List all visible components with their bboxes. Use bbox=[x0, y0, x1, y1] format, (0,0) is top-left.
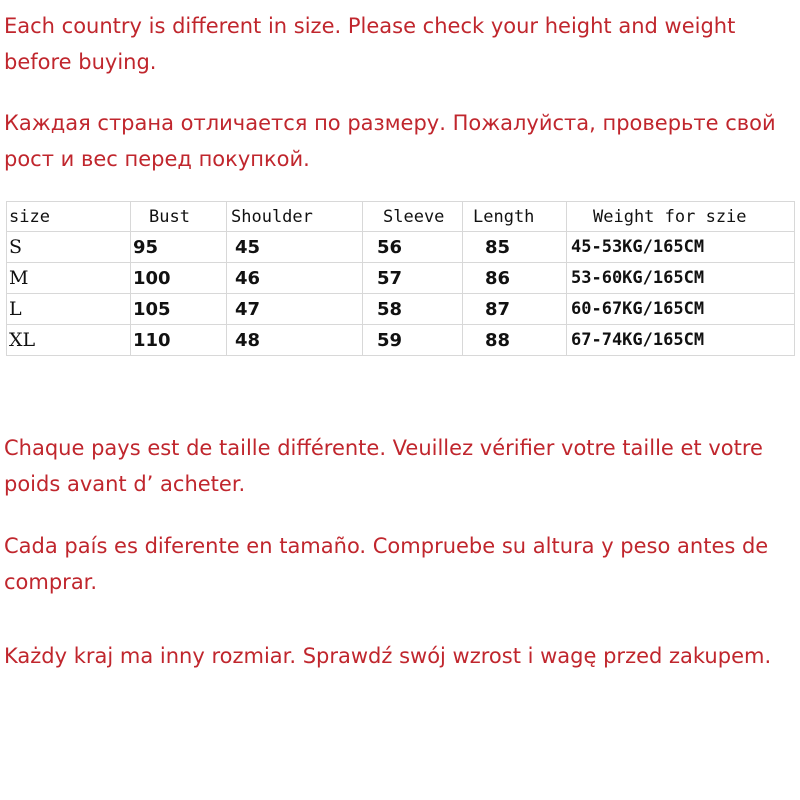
cell-sleeve: 57 bbox=[363, 263, 463, 294]
notice-russian: Каждая страна отличается по размеру. Пожалуйста, проверьте свой рост и вес перед покупкой. bbox=[4, 111, 776, 171]
row-size: XL bbox=[7, 325, 131, 356]
table-header-row bbox=[7, 202, 795, 232]
cell-length: 85 bbox=[463, 232, 567, 263]
row-size: L bbox=[7, 294, 131, 325]
header-length: Length bbox=[463, 202, 567, 232]
cell-weight: 60-67KG/165CM bbox=[567, 294, 795, 325]
cell-bust: 95 bbox=[131, 232, 227, 263]
cell-length: 87 bbox=[463, 294, 567, 325]
header-weight: Weight for szie bbox=[567, 202, 795, 232]
notice-spanish: Cada país es diferente en tamaño. Compruebe su altura y peso antes de comprar. bbox=[4, 534, 769, 594]
cell-sleeve: 59 bbox=[363, 325, 463, 356]
header-bust: Bust bbox=[131, 202, 227, 232]
cell-bust: 110 bbox=[131, 325, 227, 356]
table-row bbox=[7, 294, 795, 325]
cell-sleeve: 58 bbox=[363, 294, 463, 325]
cell-sleeve: 56 bbox=[363, 232, 463, 263]
table-row bbox=[7, 325, 795, 356]
cell-shoulder: 45 bbox=[227, 232, 363, 263]
cell-shoulder: 47 bbox=[227, 294, 363, 325]
cell-length: 88 bbox=[463, 325, 567, 356]
row-size: M bbox=[7, 263, 131, 294]
notice-english: Each country is different in size. Please check your height and weight before buying. bbox=[4, 14, 736, 74]
cell-bust: 100 bbox=[131, 263, 227, 294]
notice-polish: Każdy kraj ma inny rozmiar. Sprawdź swój wzrost i wagę przed zakupem. bbox=[4, 644, 772, 668]
header-size: size bbox=[7, 202, 131, 232]
table-row bbox=[7, 232, 795, 263]
size-table bbox=[6, 201, 795, 356]
table-row bbox=[7, 263, 795, 294]
cell-shoulder: 46 bbox=[227, 263, 363, 294]
cell-bust: 105 bbox=[131, 294, 227, 325]
row-size: S bbox=[7, 232, 131, 263]
size-chart bbox=[6, 201, 794, 363]
cell-length: 86 bbox=[463, 263, 567, 294]
cell-shoulder: 48 bbox=[227, 325, 363, 356]
notice-french: Chaque pays est de taille différente. Veuillez vérifier votre taille et votre poids avant d’ acheter. bbox=[4, 436, 763, 496]
cell-weight: 53-60KG/165CM bbox=[567, 263, 795, 294]
cell-weight: 45-53KG/165CM bbox=[567, 232, 795, 263]
cell-weight: 67-74KG/165CM bbox=[567, 325, 795, 356]
header-sleeve: Sleeve bbox=[363, 202, 463, 232]
header-shoulder: Shoulder bbox=[227, 202, 363, 232]
